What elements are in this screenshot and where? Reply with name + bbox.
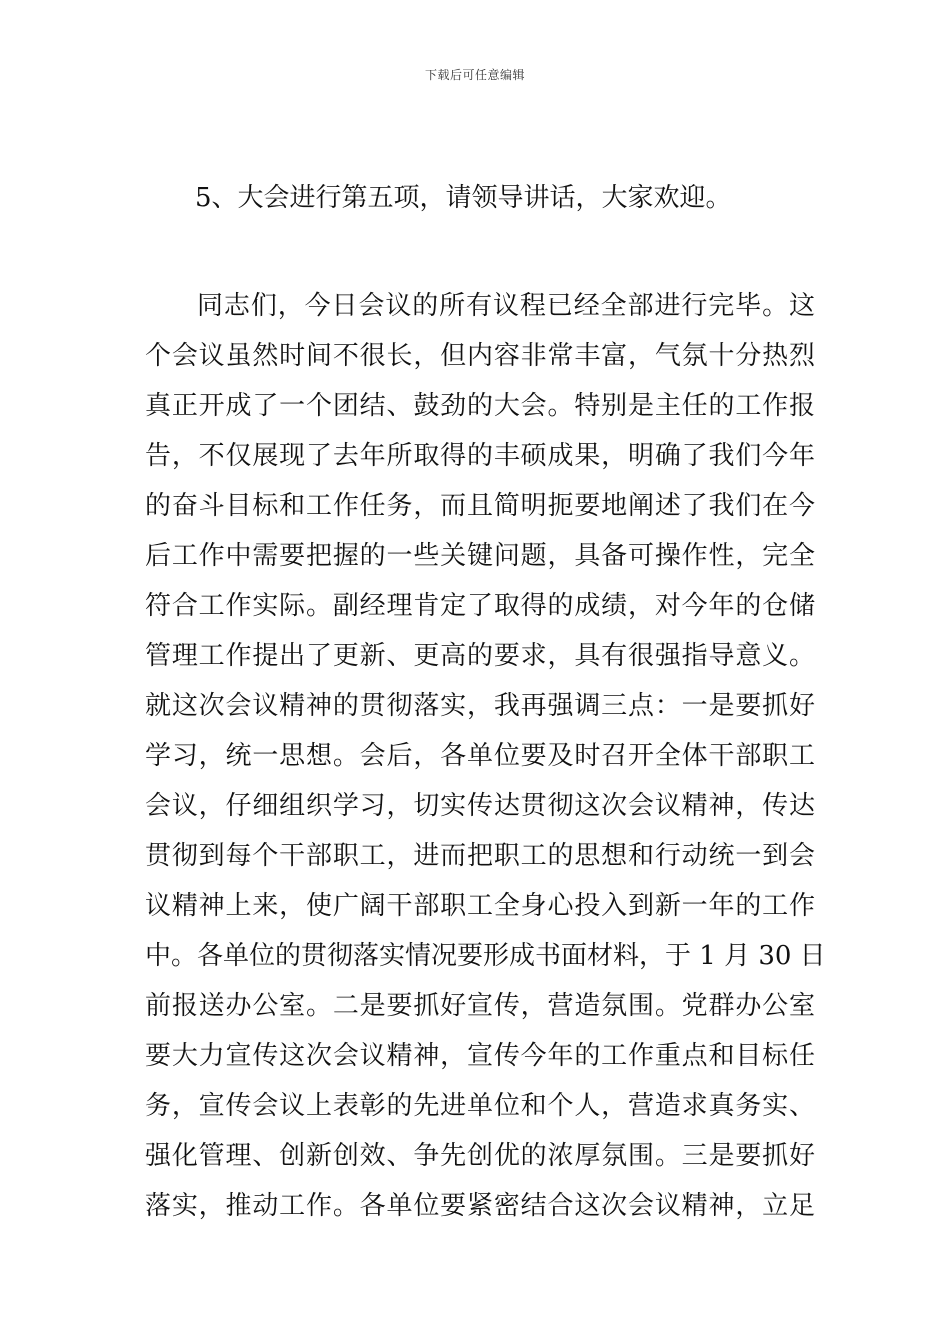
paragraph-line: 真正开成了一个团结、鼓劲的大会。特别是主任的工作报 bbox=[145, 391, 815, 421]
paragraph-line: 会议，仔细组织学习，切实传达贯彻这次会议精神，传达 bbox=[145, 791, 815, 821]
agenda-item-five: 5、大会进行第五项，请领导讲话，大家欢迎。 bbox=[195, 183, 732, 213]
paragraph-line: 个会议虽然时间不很长，但内容非常丰富，气氛十分热烈 bbox=[145, 341, 815, 371]
paragraph-line: 同志们，今日会议的所有议程已经全部进行完毕。这 bbox=[197, 291, 815, 321]
paragraph-line: 符合工作实际。副经理肯定了取得的成绩，对今年的仓储 bbox=[145, 591, 815, 621]
speech-paragraph bbox=[145, 281, 826, 1231]
page-header: 下载后可任意编辑 bbox=[424, 68, 525, 82]
paragraph-line: 学习，统一思想。会后，各单位要及时召开全体干部职工 bbox=[145, 741, 815, 771]
paragraph-line: 强化管理、创新创效、争先创优的浓厚氛围。三是要抓好 bbox=[145, 1141, 815, 1171]
paragraph-line: 务，宣传会议上表彰的先进单位和个人，营造求真务实、 bbox=[145, 1091, 815, 1121]
paragraph-line: 管理工作提出了更新、更高的要求，具有很强指导意义。 bbox=[145, 641, 815, 671]
paragraph-line: 议精神上来，使广阔干部职工全身心投入到新一年的工作 bbox=[145, 891, 815, 921]
paragraph-line: 的奋斗目标和工作任务，而且简明扼要地阐述了我们在今 bbox=[145, 491, 815, 521]
paragraph-line: 要大力宣传这次会议精神，宣传今年的工作重点和目标任 bbox=[145, 1041, 815, 1071]
paragraph-line: 前报送办公室。二是要抓好宣传，营造氛围。党群办公室 bbox=[145, 991, 815, 1021]
paragraph-line: 落实，推动工作。各单位要紧密结合这次会议精神，立足 bbox=[145, 1191, 815, 1221]
paragraph-line: 贯彻到每个干部职工，进而把职工的思想和行动统一到会 bbox=[145, 841, 815, 871]
paragraph-line: 中。各单位的贯彻落实情况要形成书面材料，于 1 月 30 日 bbox=[145, 941, 826, 971]
paragraph-line: 告，不仅展现了去年所取得的丰硕成果，明确了我们今年 bbox=[145, 441, 815, 471]
paragraph-line: 后工作中需要把握的一些关键问题，具备可操作性，完全 bbox=[145, 541, 815, 571]
paragraph-line: 就这次会议精神的贯彻落实，我再强调三点：一是要抓好 bbox=[145, 691, 815, 721]
